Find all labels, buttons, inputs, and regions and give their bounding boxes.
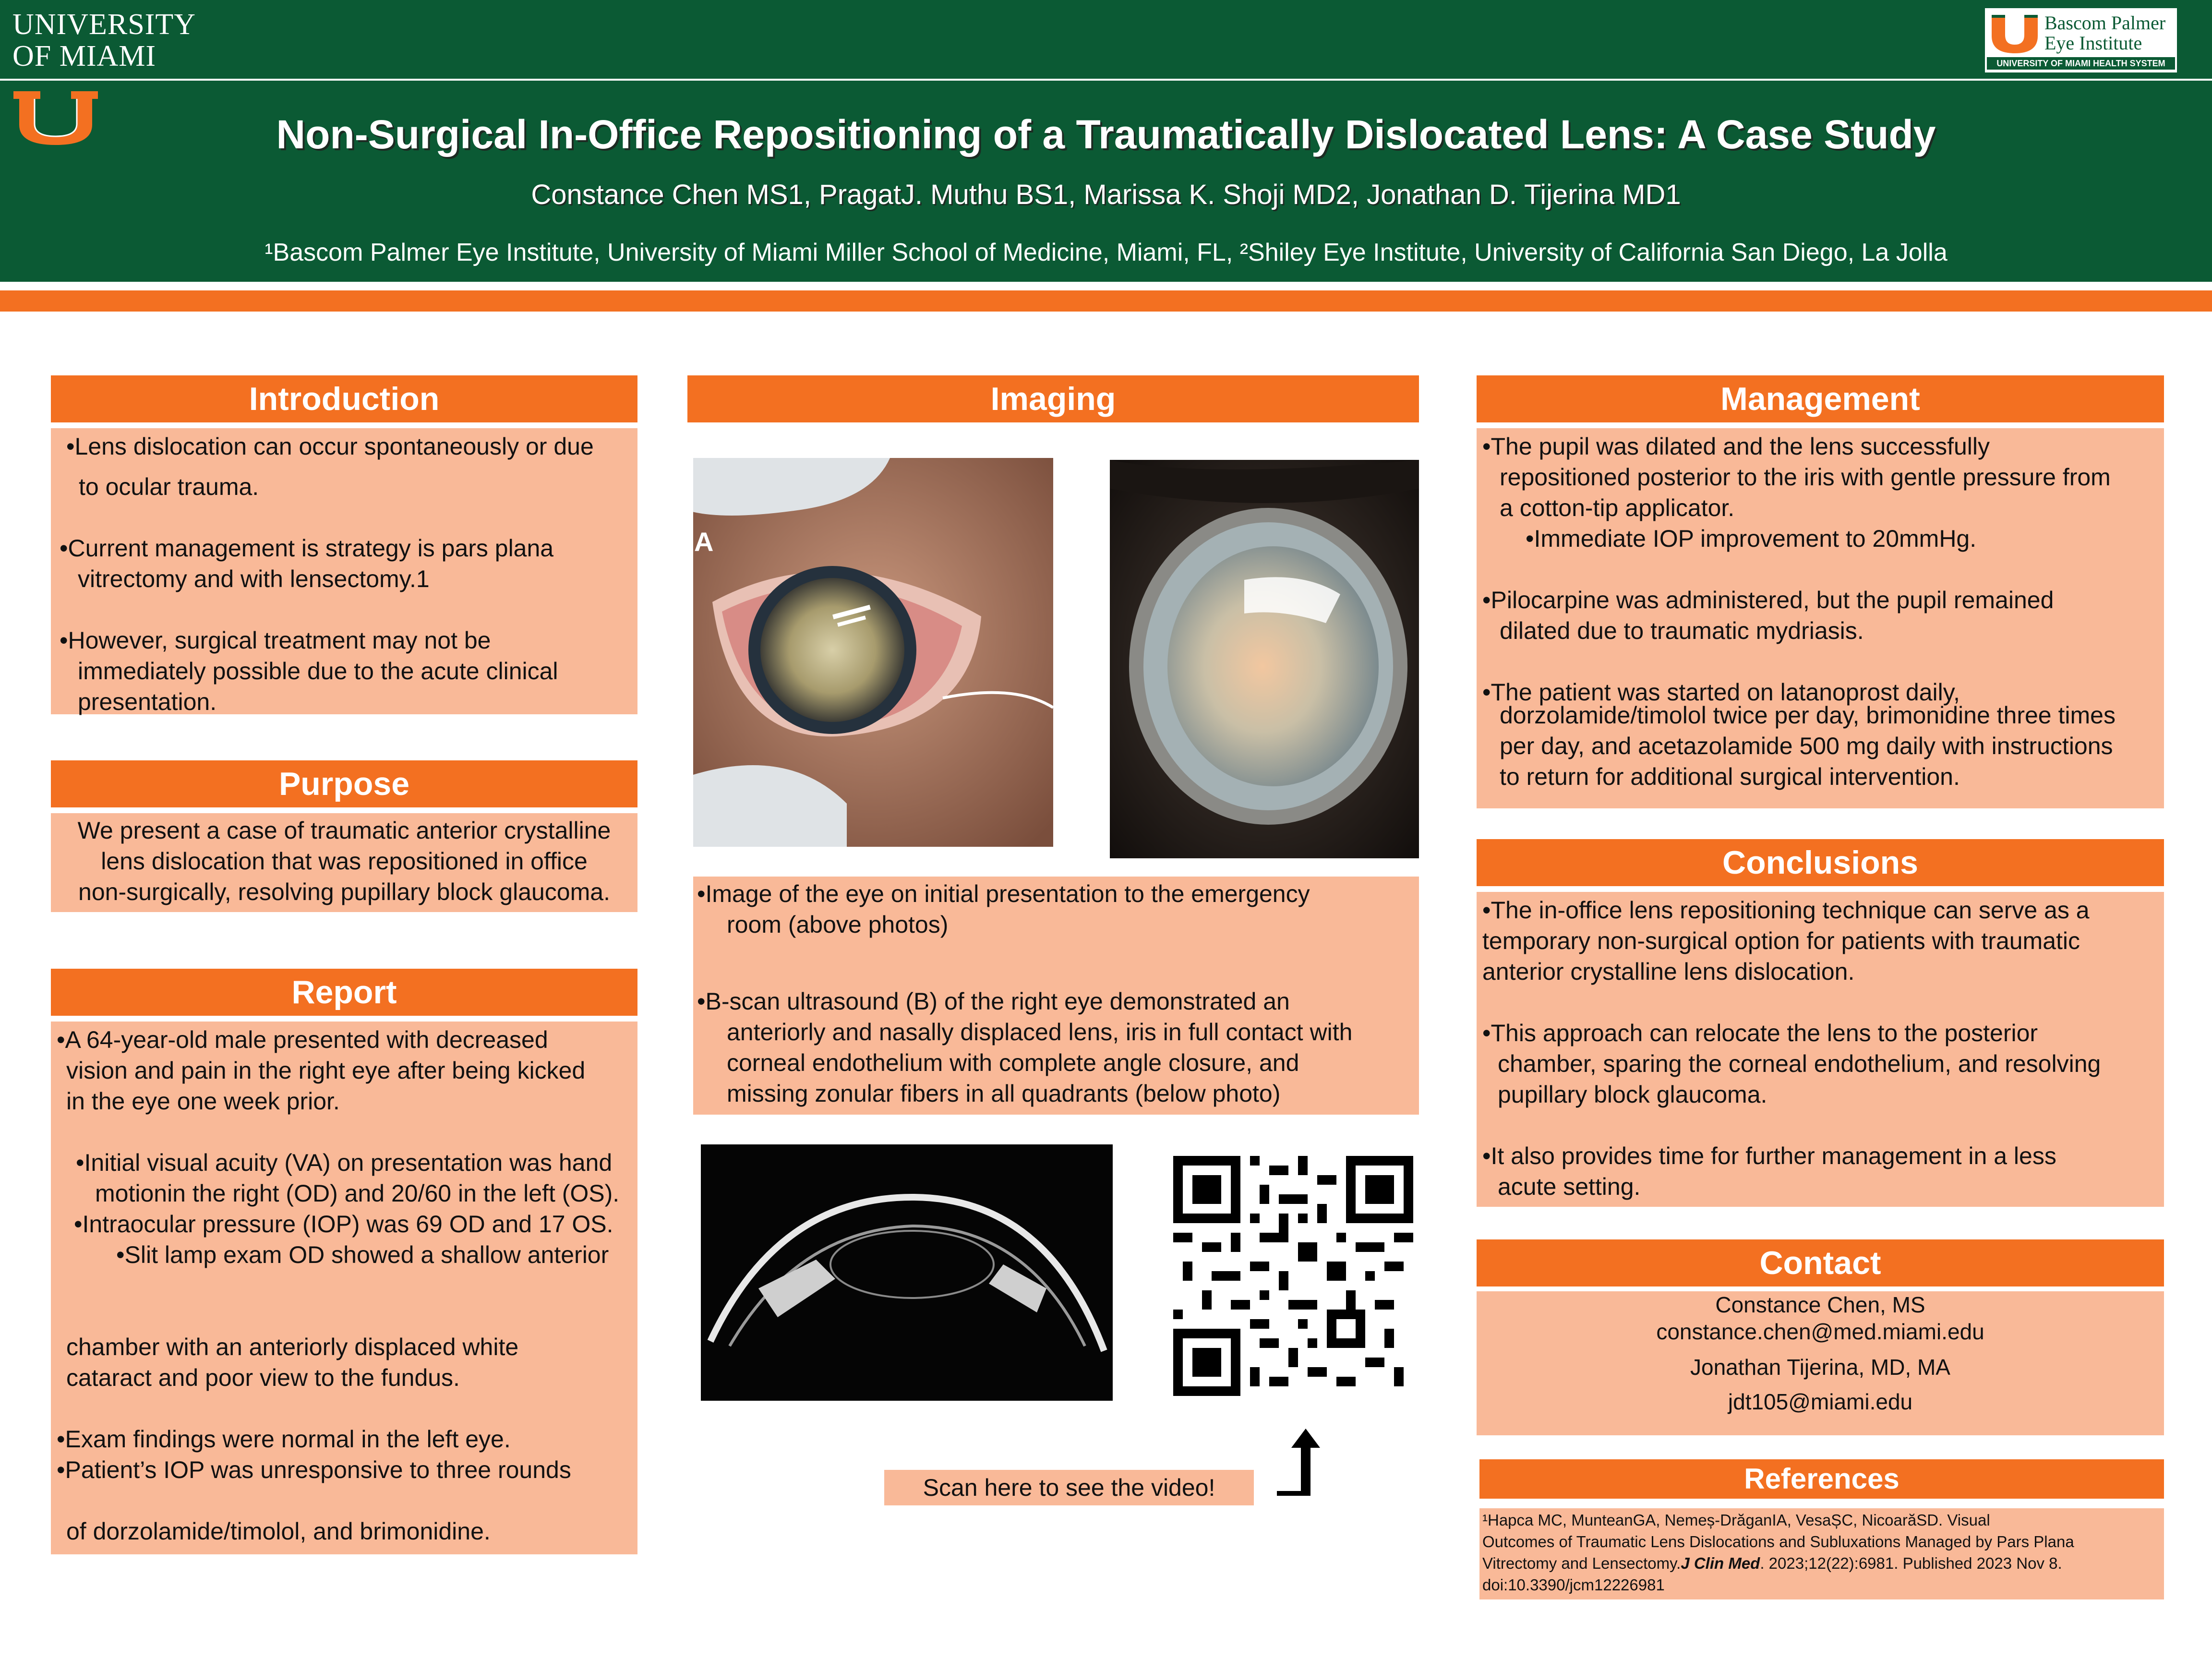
reference-text: . 2023;12(22):6981. Published 2023 Nov 8. — [1760, 1554, 2062, 1572]
header-accent-bar — [0, 290, 2212, 312]
purpose-line: non-surgically, resolving pupillary block glaucoma. — [78, 878, 610, 905]
caption-line: •Image of the eye on initial presentation to the emergency — [697, 880, 1310, 907]
report-line: •Patient’s IOP was unresponsive to three rounds — [57, 1456, 571, 1483]
report-heading: Report — [51, 969, 637, 1016]
slit-lamp-image — [1110, 460, 1419, 858]
poster-affiliations: ¹Bascom Palmer Eye Institute, University of Miami Miller School of Medicine, Miami, FL, ²Shiley Eye Institute, University of California San Diego, La Jolla — [264, 239, 1948, 266]
imaging-caption — [693, 877, 1419, 1115]
scan-video-label[interactable]: Scan here to see the video! — [884, 1470, 1254, 1505]
management-line: a cotton-tip applicator. — [1500, 494, 1735, 521]
poster-title: Non-Surgical In-Office Repositioning of a Traumatically Dislocated Lens: A Case Study — [276, 112, 1936, 157]
report-line: chamber with an anteriorly displaced white — [66, 1334, 519, 1360]
reference-text: Vitrectomy and Lensectomy. — [1482, 1554, 1681, 1572]
logo-line-2: Eye Institute — [2044, 32, 2142, 54]
management-heading: Management — [1477, 375, 2164, 422]
contact-email-link[interactable]: constance.chen@med.miami.edu — [1656, 1319, 1984, 1344]
caption-line: corneal endothelium with complete angle closure, and — [727, 1049, 1299, 1076]
intro-line: immediately possible due to the acute clinical — [78, 658, 558, 685]
report-line: of dorzolamide/timolol, and brimonidine. — [66, 1518, 491, 1545]
contact-name: Jonathan Tijerina, MD, MA — [1690, 1355, 1950, 1380]
report-line: vision and pain in the right eye after being kicked — [66, 1057, 586, 1084]
report-line: motionin the right (OD) and 20/60 in the left (OS). — [95, 1180, 620, 1207]
report-line: •Initial visual acuity (VA) on presentation was hand — [76, 1149, 613, 1176]
management-line: dilated due to traumatic mydriasis. — [1500, 617, 1864, 644]
intro-line: •However, surgical treatment may not be — [60, 627, 491, 654]
imaging-heading: Imaging — [687, 375, 1419, 422]
conclusion-line: •This approach can relocate the lens to the posterior — [1482, 1020, 2038, 1046]
report-line: in the eye one week prior. — [66, 1088, 340, 1115]
purpose-line: lens dislocation that was repositioned in office — [101, 848, 588, 875]
university-wordmark — [12, 9, 196, 72]
management-line: to return for additional surgical intervention. — [1500, 763, 1960, 790]
contact-heading: Contact — [1477, 1239, 2164, 1286]
introduction-body — [51, 428, 637, 714]
intro-line: to ocular trauma. — [79, 473, 259, 500]
external-eye-image — [693, 458, 1053, 847]
intro-line: •Lens dislocation can occur spontaneously or due — [66, 433, 594, 460]
header-divider — [0, 79, 2212, 81]
logo-line-3: UNIVERSITY OF MIAMI HEALTH SYSTEM — [1987, 57, 2175, 70]
reference-line: ¹Hapca MC, MunteanGA, Nemeș-DrăganIA, VesaȘC, NicoarăSD. Visual — [1482, 1511, 1990, 1529]
intro-line: presentation. — [78, 688, 217, 715]
management-line: •The pupil was dilated and the lens successfully — [1482, 433, 1990, 460]
ultrasound-scan — [701, 1144, 1113, 1401]
poster-header — [0, 0, 2212, 282]
report-body — [51, 1022, 637, 1554]
b-scan-image — [701, 1144, 1113, 1401]
report-line: cataract and poor view to the fundus. — [66, 1364, 460, 1391]
caption-line: missing zonular fibers in all quadrants (below photo) — [727, 1080, 1281, 1107]
management-body — [1477, 428, 2164, 808]
purpose-line: We present a case of traumatic anterior crystalline — [77, 817, 611, 844]
poster-authors: Constance Chen MS1, PragatJ. Muthu BS1, Marissa K. Shoji MD2, Jonathan D. Tijerina MD1 — [531, 179, 1681, 210]
conclusion-line: •It also provides time for further management in a less — [1482, 1142, 2056, 1169]
university-line-1: UNIVERSITY — [12, 8, 196, 41]
conclusions-body — [1477, 892, 2164, 1207]
photo-label-a: A — [694, 527, 714, 557]
report-line: •Slit lamp exam OD showed a shallow anterior — [116, 1241, 609, 1268]
reference-journal: J Clin Med — [1681, 1554, 1760, 1572]
conclusion-line: acute setting. — [1498, 1173, 1641, 1200]
conclusion-line: •The in-office lens repositioning technique can serve as a — [1482, 897, 2090, 924]
logo-line-1: Bascom Palmer — [2044, 12, 2166, 34]
eye-photo-a — [693, 458, 1053, 847]
report-line: •A 64-year-old male presented with decreased — [57, 1026, 548, 1053]
bascom-palmer-logo — [1984, 7, 2178, 74]
conclusion-line: temporary non-surgical option for patients with traumatic — [1482, 927, 2080, 954]
references-heading: References — [1479, 1459, 2164, 1499]
purpose-heading: Purpose — [51, 760, 637, 807]
management-line: repositioned posterior to the iris with gentle pressure from — [1500, 464, 2111, 491]
intro-line: •Current management is strategy is pars plana — [60, 535, 554, 562]
management-line: •The patient was started on latanoprost daily, — [1482, 679, 1960, 706]
qr-code-graphic — [1173, 1156, 1413, 1396]
reference-doi-link[interactable]: doi:10.3390/jcm12226981 — [1482, 1576, 1665, 1594]
bascom-u-logo-icon — [1990, 13, 2040, 55]
contact-body — [1477, 1291, 2164, 1435]
reference-line: Outcomes of Traumatic Lens Dislocations and Subluxations Managed by Pars Plana — [1482, 1533, 2074, 1551]
qr-code-icon[interactable] — [1173, 1156, 1413, 1396]
contact-email-link[interactable]: jdt105@miami.edu — [1728, 1389, 1913, 1414]
caption-line: anteriorly and nasally displaced lens, iris in full contact with — [727, 1019, 1353, 1046]
conclusion-line: pupillary block glaucoma. — [1498, 1081, 1767, 1108]
caption-line: •B-scan ultrasound (B) of the right eye demonstrated an — [697, 988, 1290, 1015]
introduction-heading: Introduction — [51, 375, 637, 422]
management-line: per day, and acetazolamide 500 mg daily with instructions — [1500, 733, 2113, 759]
arrow-up-icon — [1272, 1424, 1325, 1501]
conclusions-heading: Conclusions — [1477, 839, 2164, 886]
management-line: •Immediate IOP improvement to 20mmHg. — [1526, 525, 1977, 552]
intro-line: vitrectomy and with lensectomy.1 — [78, 565, 430, 592]
references-body — [1479, 1508, 2164, 1599]
conclusion-line: chamber, sparing the corneal endothelium, and resolving — [1498, 1050, 2101, 1077]
purpose-body — [51, 813, 637, 912]
university-line-2: OF MIAMI — [12, 40, 156, 72]
report-line: •Exam findings were normal in the left eye. — [57, 1426, 511, 1453]
management-line: •Pilocarpine was administered, but the pupil remained — [1482, 587, 2054, 613]
report-line: •Intraocular pressure (IOP) was 69 OD and 17 OS. — [74, 1211, 613, 1238]
eye-photo-b — [1110, 460, 1419, 858]
caption-line: room (above photos) — [727, 911, 949, 938]
contact-name: Constance Chen, MS — [1715, 1292, 1925, 1317]
management-line: dorzolamide/timolol twice per day, brimonidine three times — [1500, 702, 2116, 729]
conclusion-line: anterior crystalline lens dislocation. — [1482, 958, 1855, 985]
